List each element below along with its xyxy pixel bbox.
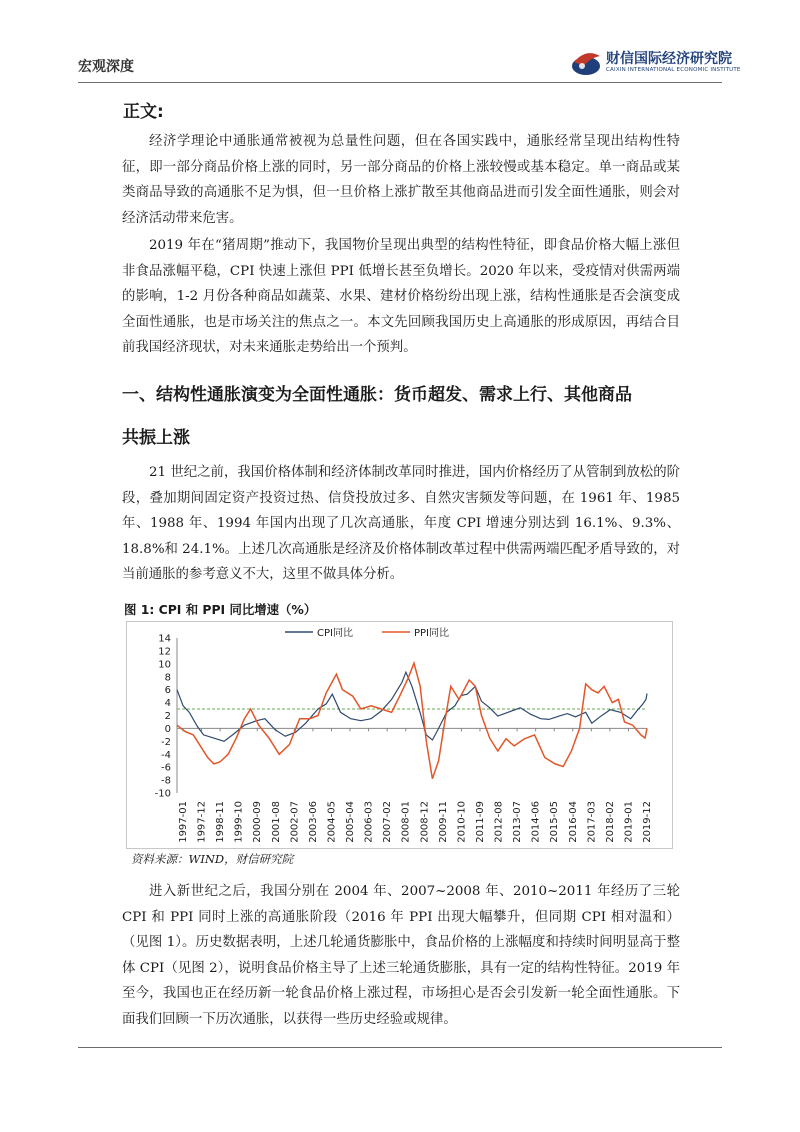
x-tick-label: 2017-03 (586, 801, 598, 843)
x-tick-label: 1998-11 (215, 801, 227, 843)
logo-chinese-name: 财信国际经济研究院 (606, 51, 732, 67)
x-tick-label: 2001-08 (270, 801, 282, 843)
x-tick-label: 2006-03 (363, 801, 375, 843)
x-tick-label: 2005-04 (345, 801, 357, 843)
x-tick-label: 1997-01 (178, 801, 189, 843)
y-tick-label: 0 (164, 723, 171, 735)
x-tick-label: 2011-09 (474, 801, 486, 843)
logo-english-name: CAIXIN INTERNATIONAL ECONOMIC INSTITUTE (606, 67, 741, 73)
x-tick-label: 1997-12 (196, 801, 208, 843)
y-tick-label: 4 (164, 698, 171, 710)
x-tick-label: 2008-01 (400, 801, 412, 843)
x-tick-label: 2007-02 (382, 801, 394, 843)
x-tick-label: 2004-05 (326, 801, 338, 843)
figure-source: 资料来源：WIND，财信研究院 (131, 852, 294, 866)
x-tick-label: 2002-07 (289, 801, 301, 843)
x-tick-label: 2019-12 (642, 801, 653, 843)
header-divider (78, 82, 722, 83)
x-tick-label: 1999-10 (233, 801, 245, 843)
y-tick-label: 10 (158, 659, 171, 671)
x-tick-label: 2016-04 (567, 801, 579, 843)
x-tick-label: 2015-05 (549, 801, 561, 843)
paragraph-3: 21 世纪之前，我国价格体制和经济体制改革同时推进，国内价格经历了从管制到放松的阶段，叠加期间固定资产投资过热、信贷投放过多、自然灾害频发等问题，在 1961 年、1985 年、1988 年、1994 年国内出现了几次高通胀，年度 CPI 增速分别达到 16.1%、9.3%、18.8%和 24.1%。上述几次高通胀是经济及价格体制改革过程中供需两端匹配矛盾导致的，对当前通胀的参考意义不大，这里不做具体分析。 (122, 465, 681, 583)
chart-svg (127, 622, 672, 848)
figure-title: 图 1: CPI 和 PPI 同比增速（%） (124, 602, 317, 617)
y-tick-label: -2 (161, 736, 171, 748)
heading-1-line-2: 共振上涨 (122, 428, 190, 448)
x-tick-label: 2010-10 (456, 801, 468, 843)
paragraph-1: 经济学理论中通胀通常被视为总量性问题，但在各国实践中，通胀经常呈现出结构性特征，即一部分商品价格上涨的同时，另一部分商品的价格上涨较慢或基本稳定。单一商品或某类商品导致的高通胀不足为惧，但一旦价格上涨扩散至其他商品进而引发全面性通胀，则会对经济活动带来危害。 (122, 134, 680, 226)
logo-emblem-icon (570, 46, 604, 80)
x-tick-label: 2019-01 (623, 801, 635, 843)
footer-divider (78, 1047, 722, 1048)
y-tick-label: 2 (164, 711, 171, 722)
y-tick-label: 8 (164, 672, 171, 684)
x-tick-label: 2014-06 (530, 801, 542, 843)
x-tick-label: 2013-07 (512, 801, 524, 843)
y-tick-label: -6 (161, 762, 171, 774)
ppi-series-line (177, 663, 647, 779)
cpi-series-line (177, 672, 647, 741)
institute-logo (570, 46, 760, 80)
y-tick-label: 6 (164, 685, 171, 697)
y-tick-label: -4 (161, 749, 171, 761)
report-section-label: 宏观深度 (78, 59, 134, 75)
y-tick-label: -10 (154, 788, 171, 800)
x-tick-label: 2012-08 (493, 801, 505, 843)
y-tick-label: 12 (158, 646, 171, 658)
paragraph-4: 进入新世纪之后，我国分别在 2004 年、2007~2008 年、2010~2011 年经历了三轮 CPI 和 PPI 同时上涨的高通胀阶段（2016 年 PPI 出现大幅攀升，但同期 CPI 相对温和）（见图 1）。历史数据表明，上述几轮通货膨胀中，食品价格的上涨幅度和持续时间明显高于整体 CPI（见图 2），说明食品价格主导了上述三轮通货膨胀，具有一定的结构性特征。2019 年至今，我国也正在经历新一轮食品价格上涨过程，市场担心是否会引发新一轮全面性通胀。下面我们回顾一下历次通胀，以获得一些历史经验或规律。 (122, 884, 680, 1027)
y-tick-label: 14 (158, 633, 171, 645)
legend-cpi-label: CPI同比 (317, 628, 353, 639)
paragraph-2: 2019 年在“猪周期”推动下，我国物价呈现出典型的结构性特征，即食品价格大幅上涨但非食品涨幅平稳，CPI 快速上涨但 PPI 低增长甚至负增长。2020 年以来，受疫情对供需两端的影响，1-2 月份各种商品如蔬菜、水果、建材价格纷纷出现上涨，结构性通胀是否会演变成全面性通胀，也是市场关注的焦点之一。本文先回顾我国历史上高通胀的形成原因，再结合目前我国经济现状，对未来通胀走势给出一个预判。 (122, 238, 680, 356)
y-tick-label: -8 (161, 775, 171, 787)
x-tick-label: 2018-02 (604, 801, 616, 843)
x-tick-label: 2009-11 (437, 801, 449, 843)
cpi-ppi-chart (126, 621, 673, 849)
x-tick-label: 2003-06 (307, 801, 319, 843)
body-title: 正文: (123, 102, 164, 122)
x-tick-label: 2008-12 (419, 801, 431, 843)
x-tick-label: 2000-09 (252, 801, 264, 843)
legend-ppi-label: PPI同比 (414, 628, 450, 639)
heading-1-line-1: 一、结构性通胀演变为全面性通胀：货币超发、需求上行、其他商品 (122, 385, 632, 405)
